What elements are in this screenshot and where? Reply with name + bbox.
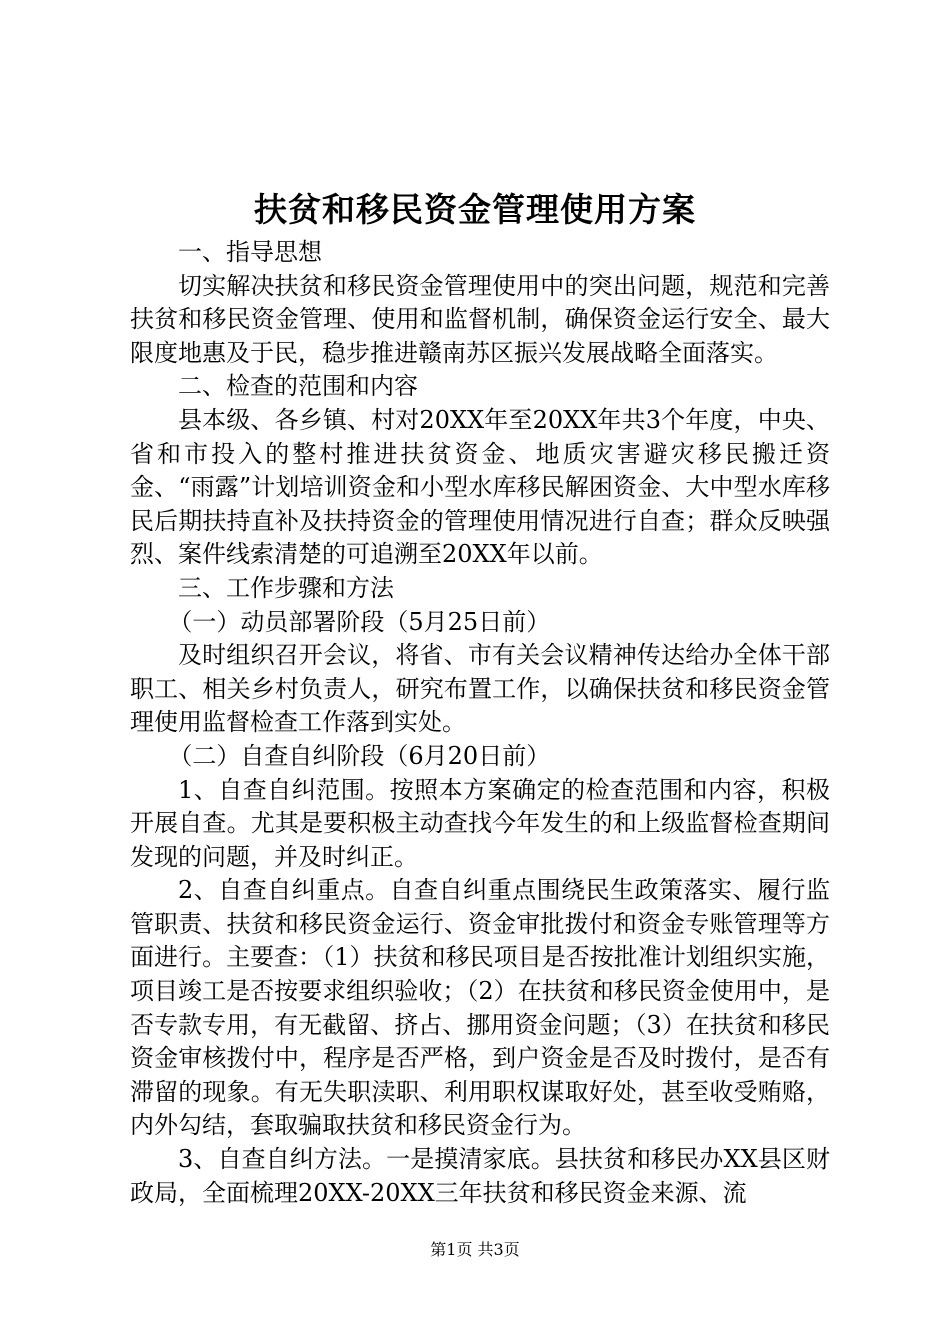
section-heading-2: 二、检查的范围和内容	[178, 372, 418, 401]
paragraph: 2、自查自纠重点。自查自纠重点围绕民生政策落实、履行监管职责、扶贫和移民资金运行、资金审批拨付和资金专账管理等方面进行。主要查：（1）扶贫和移民项目是否按批准计划组织实施，项目竣工是否按要求组织验收；（2）在扶贫和移民资金使用中，是否专款专用，有无截留、挤占、挪用资金问题；（3）在扶贫和移民资金审核拨付中，程序是否严格，到户资金是否及时拨付，是否有滞留的现象。有无失职渎职、利用职权谋取好处，甚至收受贿赂，内外勾结，套取骗取扶贫和移民资金行为。	[130, 876, 830, 1140]
paragraph: 1、自查自纠范围。按照本方案确定的检查范围和内容，积极开展自查。尤其是要积极主动查找今年发生的和上级监督检查期间发现的问题，并及时纠正。	[130, 775, 830, 871]
section-heading-1: 一、指导思想	[178, 238, 322, 266]
document-body	[130, 236, 830, 1210]
section-heading-3: 三、工作步骤和方法	[178, 573, 394, 602]
page-footer: 第1页 共3页	[430, 1240, 520, 1259]
subsection-heading-2: （二）自查自纠阶段（6月20日前）	[168, 741, 551, 770]
paragraph: 县本级、各乡镇、村对20XX年至20XX年共3个年度，中央、省和市投入的整村推进扶贫资金、地质灾害避灾移民搬迁资金、“雨露”计划培训资金和小型水库移民解困资金、大中型水库移民后期扶持直补及扶持资金的管理使用情况进行自查；群众反映强烈、案件线索清楚的可追溯至20XX年以前。	[130, 405, 830, 569]
document-title: 扶贫和移民资金管理使用方案	[254, 190, 696, 229]
subsection-heading-1: （一）动员部署阶段（5月25日前）	[168, 607, 551, 636]
paragraph: 3、自查自纠方法。一是摸清家底。县扶贫和移民办XX县区财政局，全面梳理20XX-20XX三年扶贫和移民资金来源、流	[130, 1145, 830, 1207]
paragraph: 及时组织召开会议，将省、市有关会议精神传达给办全体干部职工、相关乡村负责人，研究布置工作，以确保扶贫和移民资金管理使用监督检查工作落到实处。	[130, 641, 830, 737]
paragraph: 切实解决扶贫和移民资金管理使用中的突出问题，规范和完善扶贫和移民资金管理、使用和监督机制，确保资金运行安全、最大限度地惠及于民，稳步推进赣南苏区振兴发展战略全面落实。	[130, 271, 830, 367]
